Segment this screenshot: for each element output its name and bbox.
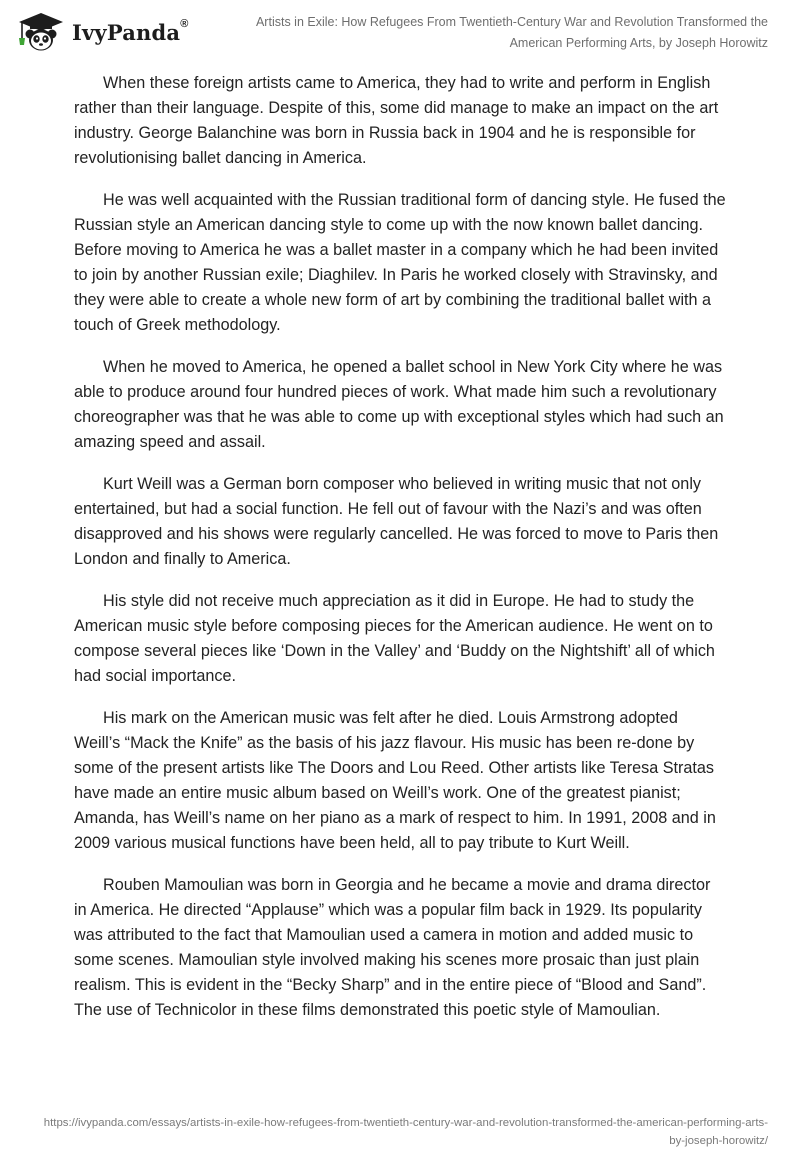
page-header <box>0 0 800 60</box>
logo-text: IvyPanda <box>72 19 181 45</box>
paragraph: When these foreign artists came to America, they had to write and perform in English rather than their language. Despite of this, some did manage to make an impact on the art industry. George Balanchine was born in Russia back in 1904 and he is responsible for revolutionising ballet dancing in America. <box>74 74 719 167</box>
paragraph: He was well acquainted with the Russian traditional form of dancing style. He fused the Russian style an American dancing style to come up with the now known ballet dancing. Before moving to America he was a ballet master in a company which he had been invited to join by another Russian exile; Diaghilev. In Paris he worked closely with Stravinsky, and they were able to create a whole new form of art by combining the traditional ballet with a touch of Greek methodology. <box>74 191 726 334</box>
essay-body <box>74 71 726 1040</box>
paragraph: Kurt Weill was a German born composer who believed in writing music that not only entertained, but had a social function. He fell out of favour with the Nazi’s and was often disapproved and his shows were regularly cancelled. He was forced to move to Paris then London and finally to America. <box>74 475 719 568</box>
paragraph: His mark on the American music was felt after he died. Louis Armstrong adopted Weill’s “Mack the Knife” as the basis of his jazz flavour. His music has been re-done by some of the present artists like The Doors and Lou Reed. Other artists like Teresa Stratas have made an entire music album based on Weill’s work. One of the greatest pianist; Amanda, has Weill’s name on her piano as a mark of respect to him. In 1991, 2008 and in 2009 various musical functions have been held, all to pay tribute to Kurt Weill. <box>74 709 716 852</box>
logo-wordmark <box>72 17 189 45</box>
registered-mark: ® <box>180 17 189 30</box>
paragraph: When he moved to America, he opened a ballet school in New York City where he was able to produce around four hundred pieces of work. What made him such a revolutionary choreographer was that he was able to come up with exceptional styles which had such an amazing speed and assail. <box>74 358 724 451</box>
panda-graduation-cap-icon <box>16 12 66 52</box>
paragraph: His style did not receive much appreciation as it did in Europe. He had to study the American music style before composing pieces for the American audience. He went on to compose several pieces like ‘Down in the Valley’ and ‘Buddy on the Nightshift’ all of which had social importance. <box>74 592 715 685</box>
source-url[interactable]: https://ivypanda.com/essays/artists-in-exile-how-refugees-from-twentieth-century-war-and-revolution-transformed-the-american-performing-arts-by-joseph-horowitz/ <box>43 1117 768 1147</box>
document-title: Artists in Exile: How Refugees From Twentieth-Century War and Revolution Transformed the American Performing Arts, by Joseph Horowitz <box>255 15 768 50</box>
ivypanda-logo[interactable] <box>16 10 189 54</box>
paragraph: Rouben Mamoulian was born in Georgia and he became a movie and drama director in America. He directed “Applause” which was a popular film back in 1929. Its popularity was attributed to the fact that Mamoulian used a camera in motion and added music to some scenes. Mamoulian style involved making his scenes more prosaic than just plain realism. This is evident in the “Becky Sharp” and in the entire piece of “Blood and Sand”. The use of Technicolor in these films demonstrated this poetic style of Mamoulian. <box>74 876 711 1019</box>
